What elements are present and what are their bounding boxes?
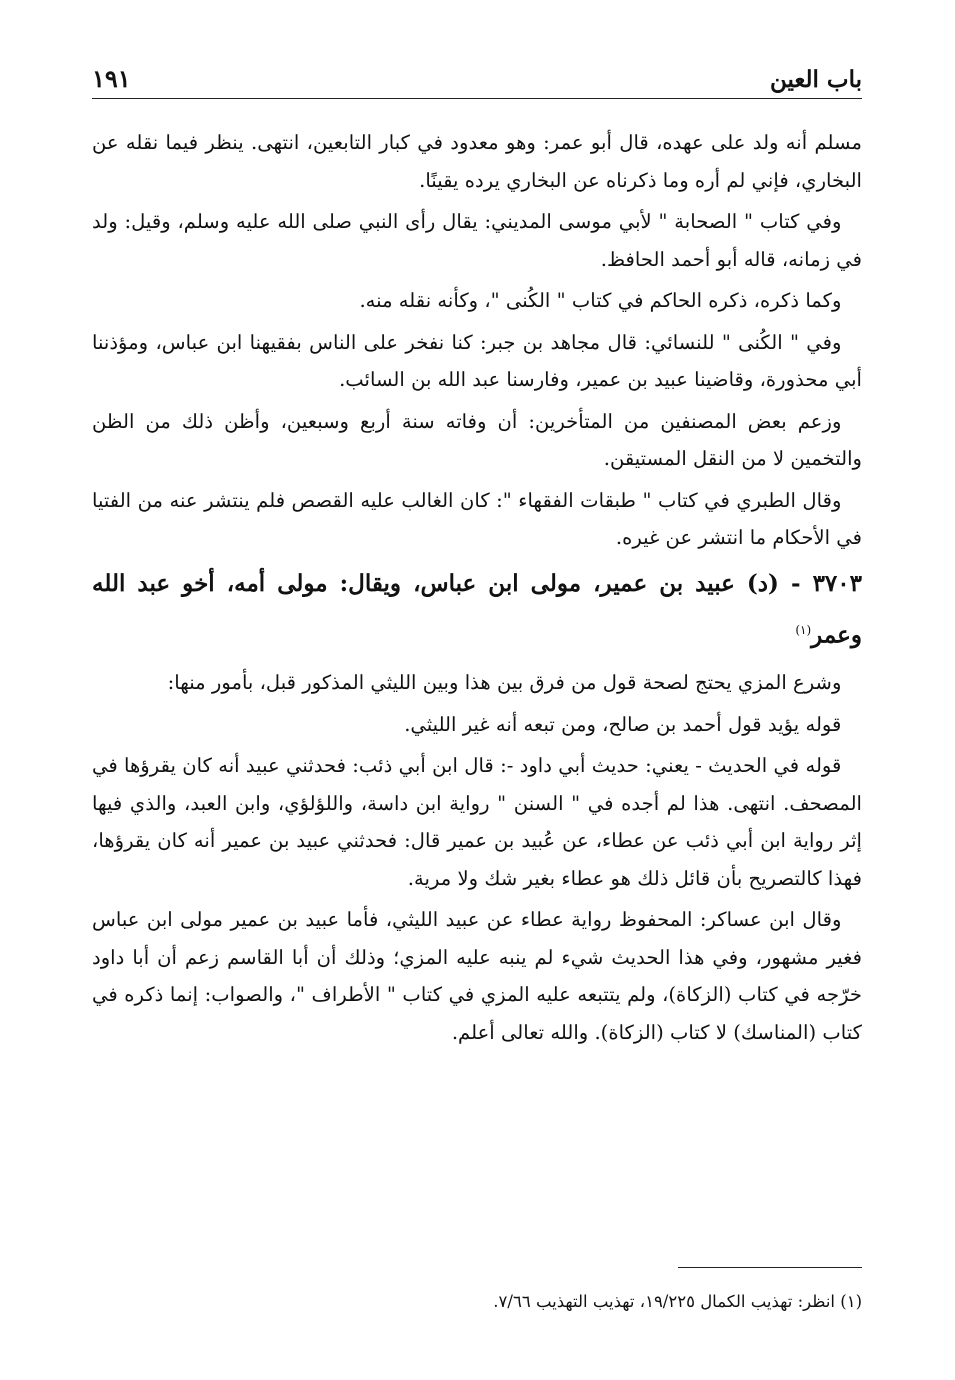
paragraph: وقال ابن عساكر: المحفوظ رواية عطاء عن عبيد الليثي، فأما عبيد بن عمير مولى ابن عباس فغير مشهور، وفي هذا الحديث شيء لم ينبه عليه المزي؛ وذلك أن أبا القاسم زعم أن أبا داود خرّجه في كتاب (الزكاة)، ولم يتتبعه عليه المزي في كتاب " الأطراف "، والصواب: إنما ذكره في كتاب (المناسك) لا كتاب (الزكاة). والله تعالى أعلم. [92, 908, 862, 1044]
paragraph: وقال الطبري في كتاب " طبقات الفقهاء ": كان الغالب عليه القصص فلم ينتشر عنه من الفتيا في الأحكام ما انتشر عن غيره. [92, 488, 862, 549]
paragraph: وزعم بعض المصنفين من المتأخرين: أن وفاته سنة أربع وسبعين، وأظن ذلك من الظن والتخمين لا من النقل المستيقن. [92, 409, 862, 470]
paragraph: وكما ذكره، ذكره الحاكم في كتاب " الكُنى "، وكأنه نقله منه. [359, 289, 842, 312]
paragraph: مسلم أنه ولد على عهده، قال أبو عمر: وهو معدود في كبار التابعين، انتهى. ينظر فيما نقله عن البخاري، فإني لم أره وما ذكرناه عن البخاري يرده يقينًا. [92, 131, 862, 192]
paragraph: وفي " الكُنى " للنسائي: قال مجاهد بن جبر: كنا نفخر على الناس بفقيهنا ابن عباس، ومؤذننا أبي محذورة، وقاضينا عبيد بن عمير، وفارسنا عبد الله بن السائب. [92, 330, 862, 391]
biography-entry-heading [92, 561, 862, 659]
footnote-divider [678, 1267, 862, 1268]
paragraph: قوله في الحديث - يعني: حديث أبي داود -: قال ابن أبي ذئب: فحدثني عبيد أنه كان يقرؤها في المصحف. انتهى. هذا لم أجده في " السنن " رواية ابن داسة، واللؤلؤي، وابن العبد، والذي فيها إثر رواية ابن أبي ذئب عن عطاء، عن عُبيد بن عمير قال: فحدثني عبيد بن عمير أنه كان يقرؤها، فهذا كالتصريح بأن قائل ذلك هو عطاء بغير شك ولا مرية. [92, 754, 862, 890]
page-header [92, 58, 862, 99]
entry-text: ٣٧٠٣ - (د) عبيد بن عمير، مولى ابن عباس، ويقال: مولى أمه، أخو عبد الله وعمر [92, 569, 862, 649]
footnote-marker: (١) [795, 622, 812, 637]
page-body [92, 124, 862, 1055]
page-number: ١٩١ [92, 64, 131, 93]
running-title: باب العين [769, 66, 862, 93]
paragraph: وشرع المزي يحتج لصحة قول من فرق بين هذا وبين الليثي المذكور قبل، بأمور منها: [167, 671, 842, 695]
paragraph: قوله يؤيد قول أحمد بن صالح، ومن تبعه أنه غير الليثي. [404, 712, 842, 736]
footnote: (١) انظر: تهذيب الكمال ١٩/٢٢٥، تهذيب التهذيب ٧/٦٦. [493, 1292, 862, 1311]
paragraph: وفي كتاب " الصحابة " لأبي موسى المديني: يقال رأى النبي صلى الله عليه وسلم، وقيل: ولد في زمانه، قاله أبو أحمد الحافظ. [92, 210, 862, 271]
